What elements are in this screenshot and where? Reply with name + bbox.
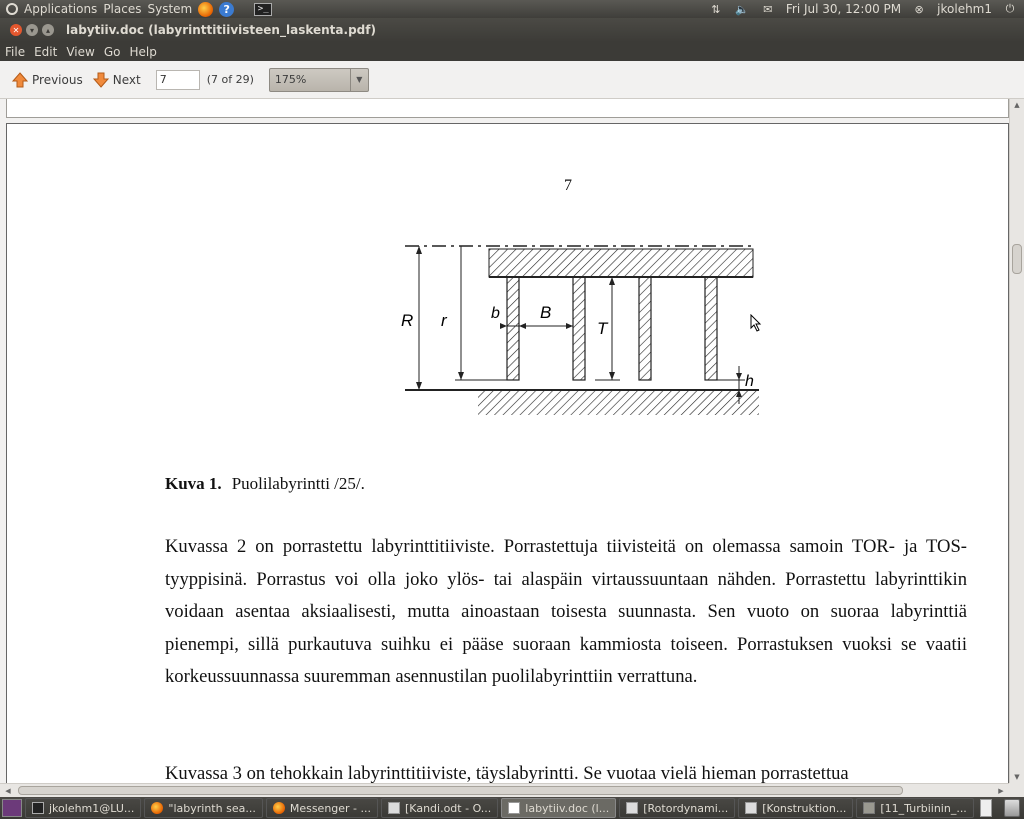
caption-label: Kuva 1. <box>165 474 222 493</box>
close-window-button[interactable]: ✕ <box>10 24 22 36</box>
taskbar <box>0 797 1024 819</box>
figure-label-r: r <box>441 311 447 330</box>
taskbar-item-label: [11_Turbiinin_... <box>880 801 967 815</box>
mouse-cursor-icon <box>750 314 762 332</box>
window-titlebar[interactable] <box>0 18 1024 42</box>
labyrinth-seal-figure <box>395 234 765 424</box>
menubar <box>0 42 1024 61</box>
vertical-scrollbar[interactable] <box>1009 99 1024 783</box>
terminal-launcher-icon[interactable]: >_ <box>254 3 272 16</box>
taskbar-item-label: [Rotordynami... <box>643 801 729 815</box>
terminal-icon <box>32 802 44 814</box>
figure-caption <box>165 474 365 494</box>
page-number: 7 <box>564 177 572 194</box>
taskbar-item[interactable] <box>856 798 973 818</box>
taskbar-item-label: "labyrinth sea... <box>168 801 256 815</box>
document-page <box>6 123 1009 783</box>
scroll-left-icon[interactable]: ◀ <box>5 786 11 795</box>
firefox-icon <box>273 802 285 814</box>
minimize-window-button[interactable]: ▾ <box>26 24 38 36</box>
paragraph: Kuvassa 2 on porrastettu labyrinttitiiviste. Porrastettuja tiivisteitä on olemassa samoin TOR- ja TOS- tyyppisinä. Porrastus voi olla joko ylös- tai alaspäin virtaussuuntaan nähden. Porrastettu labyrinttikin voidaan asentaa aksiaalisesti, mutta ainoastaan toisesta suunnasta. Sen vuoto on suoraa labyrinttiä pienempi, sillä purkautuva suihku ei pääse suoraan kammiosta toiseen. Porrastuksen vuoksi se vaatii korkeussuunnassa suuremman asennustilan puolilabyrinttiin verrattuna. <box>165 536 967 687</box>
firefox-launcher-icon[interactable] <box>198 2 213 17</box>
document-icon <box>626 802 638 814</box>
menu-applications[interactable]: Applications <box>24 2 98 16</box>
menu-file[interactable]: File <box>5 44 26 59</box>
vertical-scroll-thumb[interactable] <box>1012 244 1022 274</box>
taskbar-item-label: labytiiv.doc (l... <box>525 801 610 815</box>
menu-go[interactable]: Go <box>103 44 121 59</box>
user-status-icon: ⊗ <box>914 2 924 16</box>
taskbar-item-active[interactable] <box>501 798 616 818</box>
taskbar-item-label: jkolehm1@LU... <box>49 801 135 815</box>
zoom-value: 175% <box>274 73 307 86</box>
help-icon[interactable]: ? <box>219 2 234 17</box>
next-page-button[interactable] <box>88 67 146 93</box>
taskbar-item[interactable] <box>144 798 262 818</box>
figure-label-T: T <box>597 319 608 338</box>
maximize-window-button[interactable]: ▴ <box>42 24 54 36</box>
figure-label-h: h <box>745 373 754 390</box>
arrow-down-icon <box>93 72 109 88</box>
menu-system[interactable]: System <box>147 2 193 16</box>
taskbar-item-label: Messenger - ... <box>289 801 372 815</box>
menu-edit[interactable]: Edit <box>34 44 58 59</box>
scroll-corner <box>1009 783 1024 797</box>
ubuntu-logo-icon[interactable] <box>6 3 18 15</box>
previous-page-bottom <box>6 99 1009 118</box>
page-count: (7 of 29) <box>206 73 254 86</box>
scroll-up-icon[interactable]: ▲ <box>1014 101 1020 109</box>
menu-help[interactable]: Help <box>129 44 157 59</box>
previous-label: Previous <box>32 72 83 87</box>
figure-label-R: R <box>401 311 414 330</box>
document-viewport[interactable] <box>0 99 1024 783</box>
figure-label-b: b <box>491 305 500 322</box>
chevron-down-icon[interactable]: ▼ <box>350 69 368 91</box>
clock[interactable]: Fri Jul 30, 12:00 PM <box>785 2 902 16</box>
page-number-input[interactable] <box>156 70 200 90</box>
toolbar <box>0 61 1024 99</box>
menu-places[interactable]: Places <box>103 2 142 16</box>
horizontal-scrollbar[interactable] <box>0 783 1009 797</box>
network-icon[interactable]: ⇅ <box>711 2 721 16</box>
document-icon <box>745 802 757 814</box>
paragraph: Kuvassa 3 on tehokkain labyrinttitiiviste, täyslabyrintti. Se vuotaa vielä hieman porrastettua <box>165 763 849 783</box>
previous-page-button[interactable] <box>7 67 88 93</box>
firefox-icon <box>151 802 163 814</box>
taskbar-item[interactable] <box>381 798 498 818</box>
volume-icon[interactable]: 🔈 <box>735 2 749 16</box>
top-panel <box>0 0 1024 18</box>
taskbar-item-label: [Kandi.odt - O... <box>405 801 492 815</box>
horizontal-scroll-thumb[interactable] <box>18 786 903 795</box>
user-name[interactable]: jkolehm1 <box>937 2 992 16</box>
zoom-select[interactable] <box>269 68 369 92</box>
figure-label-B: B <box>540 303 552 322</box>
trash-icon[interactable] <box>1004 799 1020 817</box>
scroll-right-icon[interactable]: ▶ <box>998 786 1004 795</box>
mail-icon[interactable]: ✉ <box>763 2 773 16</box>
document-icon <box>388 802 400 814</box>
taskbar-item-label: [Konstruktion... <box>762 801 847 815</box>
window-title: labytiiv.doc (labyrinttitiivisteen_laskenta.pdf) <box>66 23 376 37</box>
taskbar-item[interactable] <box>738 798 853 818</box>
folder-icon <box>863 802 875 814</box>
power-icon[interactable]: ⏻ <box>1005 2 1015 15</box>
next-label: Next <box>112 72 141 87</box>
show-desktop-button[interactable] <box>2 799 22 817</box>
taskbar-item[interactable] <box>25 798 141 818</box>
pdf-icon <box>508 802 520 814</box>
taskbar-item[interactable] <box>619 798 735 818</box>
caption-text: Puolilabyrintti /25/. <box>231 474 365 493</box>
taskbar-item[interactable] <box>266 798 378 818</box>
workspace-switcher[interactable] <box>980 799 992 817</box>
arrow-up-icon <box>12 72 28 88</box>
scroll-down-icon[interactable]: ▼ <box>1014 773 1020 781</box>
menu-view[interactable]: View <box>66 44 95 59</box>
